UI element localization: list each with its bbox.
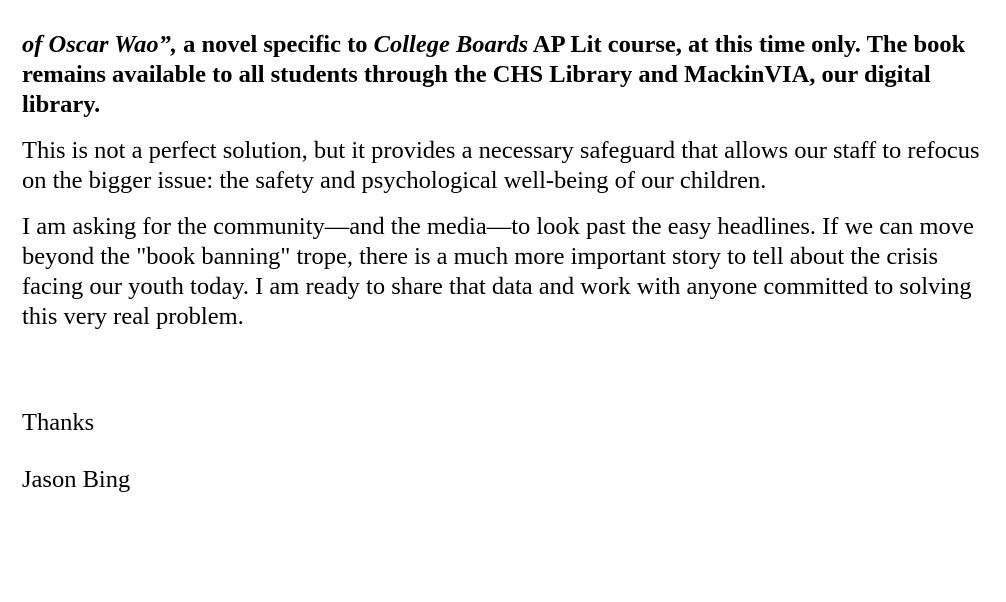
- spacer: [22, 348, 984, 408]
- lead-text-1: a novel specific to: [176, 31, 374, 58]
- book-title-fragment: of Oscar Wao”,: [22, 31, 177, 58]
- college-boards-text: College Boards: [373, 31, 529, 58]
- lead-text-2: AP Lit course, at this time only. The book remains available to all students through the CHS Library and MackinVIA, our digital library.: [22, 31, 966, 118]
- lead-paragraph: [22, 30, 984, 120]
- signature-name: Jason Bing: [22, 466, 131, 493]
- closing-text: Thanks: [22, 409, 95, 436]
- paragraph-community: I am asking for the community—and the media—to look past the easy headlines. If we can move beyond the "book banning" trope, there is a much more important story to tell about the crisis facing our youth today. I am ready to share that data and work with anyone committed to solving this very real problem.: [22, 213, 974, 330]
- paragraph-solution: This is not a perfect solution, but it provides a necessary safeguard that allows our staff to refocus on the bigger issue: the safety and psychological well-being of our children.: [22, 137, 980, 194]
